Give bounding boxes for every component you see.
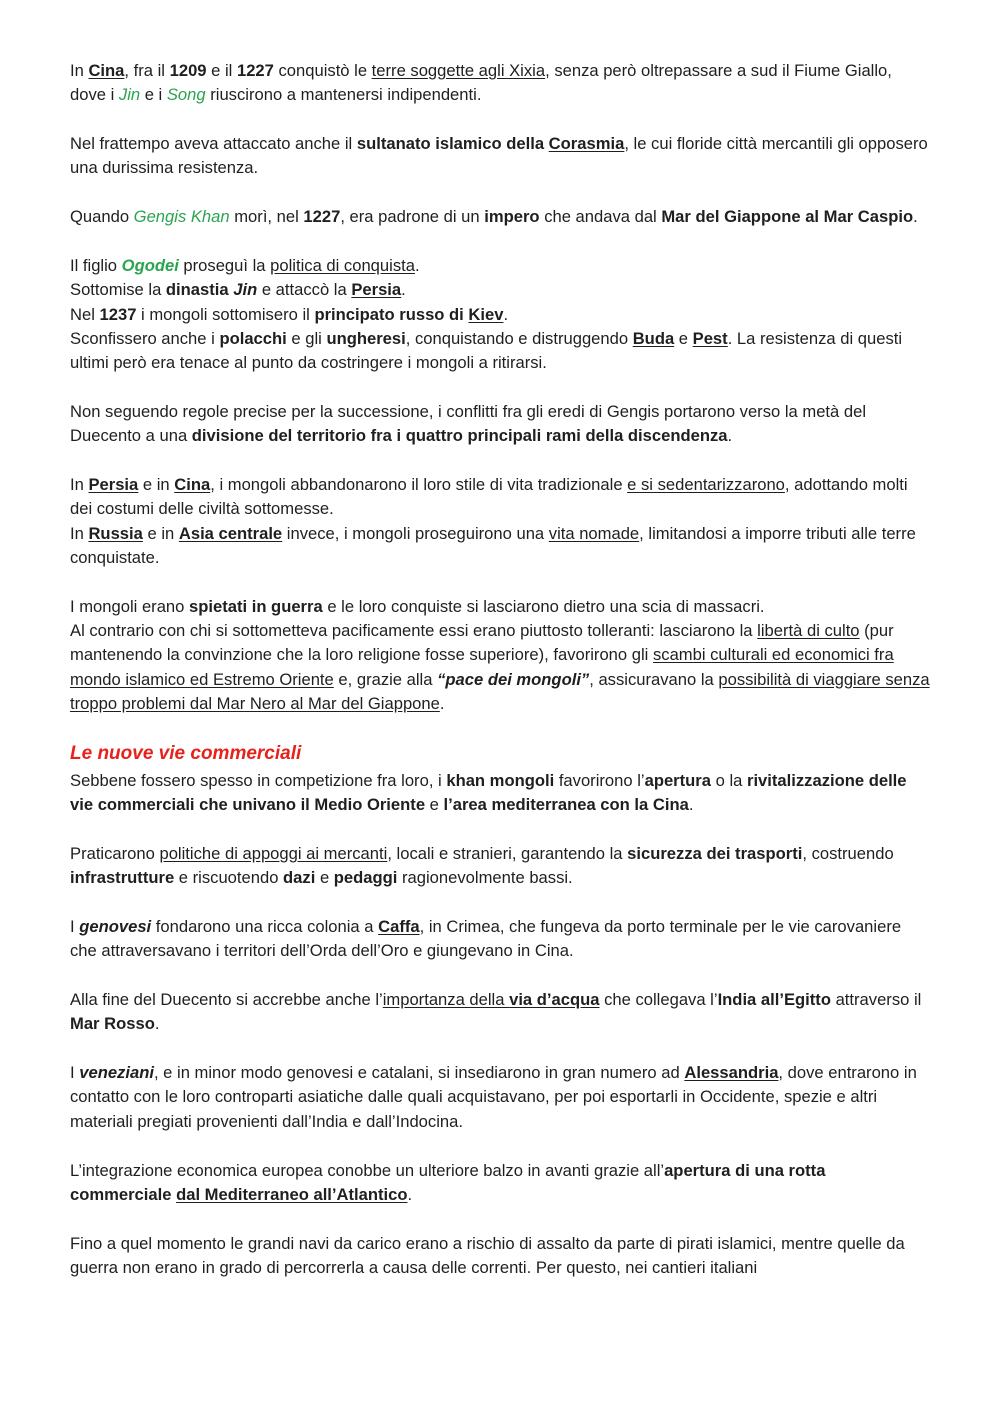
text: e in: [138, 475, 175, 495]
text: e in: [142, 523, 179, 543]
paragraph-veneziani: [70, 1061, 930, 1134]
underlined-phrase: scambi culturali ed economici fra mondo islamico ed Estremo Oriente: [70, 645, 894, 689]
text: e, grazie alla: [333, 669, 438, 689]
text: , senza però oltrepassare a sud il Fiume Giallo, dove i: [70, 61, 892, 105]
text: riuscirono a mantenersi indipendenti.: [205, 85, 482, 105]
text: e: [315, 868, 334, 888]
text: , dove entrarono in contatto con le loro controparti asiatiche dalle quali acquistavano, per poi esportarli in Occidente, spezie e altri materiali pregiati provenienti dall’India e dall’Indocina.: [70, 1063, 917, 1131]
bold-word: dazi: [283, 868, 316, 888]
underlined-phrase: politica di conquista: [270, 255, 415, 275]
place-cina: Cina: [88, 61, 125, 80]
bold-italic-word: genovesi: [79, 916, 152, 936]
name-jin: Jin: [233, 280, 258, 300]
text: ragionevolmente bassi.: [397, 868, 573, 888]
bold-word: impero: [484, 207, 540, 227]
bold-word: infrastrutture: [70, 868, 175, 888]
year: 1237: [99, 304, 137, 324]
paragraph-merchant-policies: [70, 842, 930, 891]
bold-phrase: principato russo di: [314, 304, 469, 324]
name-jin: Jin: [118, 85, 141, 105]
text: e il: [206, 61, 237, 80]
text: .: [727, 426, 733, 446]
text: Nel: [70, 304, 100, 324]
year: 1209: [169, 61, 207, 80]
text: .: [414, 255, 420, 275]
text: o la: [711, 770, 747, 790]
text: , e in minor modo genovesi e catalani, si insediarono in gran numero ad: [153, 1063, 685, 1083]
text: Non seguendo regole precise per la successione, i conflitti fra gli eredi di Gengis portarono verso la metà del Duecento a una: [70, 401, 867, 446]
bold-phrase: spietati in guerra: [189, 596, 323, 616]
text: Nel frattempo aveva attaccato anche il: [70, 134, 357, 154]
bold-phrase: apertura di una rotta commerciale: [70, 1160, 826, 1204]
bold-italic-word: veneziani: [79, 1063, 154, 1083]
text: Al contrario con chi si sottometteva pacificamente essi erano piuttosto tolleranti: lasciarono la: [70, 621, 758, 641]
underlined-phrase: importanza della: [382, 990, 510, 1010]
bold-underlined-phrase: via d’acqua: [509, 990, 600, 1010]
text: conquistò le: [273, 61, 372, 80]
section-heading: Le nuove vie commerciali: [70, 742, 302, 764]
underlined-phrase: libertà di culto: [757, 621, 860, 641]
text: fondarono una ricca colonia a: [151, 916, 379, 936]
underlined-phrase: e si sedentarizzarono: [627, 475, 785, 495]
text: Sottomise la: [70, 280, 166, 300]
bold-phrase: divisione del territorio fra i quattro principali rami della discendenza: [191, 426, 728, 446]
paragraph-ogodei: [70, 254, 930, 375]
paragraph-corasmia: [70, 132, 930, 181]
quoted-phrase: “pace dei mongoli”: [437, 669, 590, 689]
year: 1227: [236, 61, 274, 80]
text: e attaccò la: [257, 280, 352, 300]
bold-phrase: sultanato islamico della: [356, 134, 549, 154]
text: , costruendo: [802, 843, 894, 863]
text: , conquistando e distruggendo: [405, 328, 633, 348]
text: , era padrone di un: [340, 207, 485, 227]
place-alessandria: Alessandria: [684, 1063, 779, 1083]
text: .: [439, 693, 445, 713]
text: Sconfissero anche i: [70, 328, 220, 348]
text: Alla fine del Duecento si accrebbe anche l’: [70, 990, 383, 1010]
text: In: [70, 475, 89, 495]
text: e: [674, 328, 693, 348]
bold-phrase: rivitalizzazione delle vie: [70, 770, 907, 815]
text: .: [407, 1184, 413, 1204]
text: , locali e stranieri, garantendo la: [387, 843, 628, 863]
text: , assicuravano la: [589, 669, 719, 689]
text: Fino a quel momento le grandi navi da carico erano a rischio di assalto da parte di pirati islamici, mentre quelle da guerra non erano in grado di percorrerla a causa delle correnti. Per questo, nei cantieri italiani: [70, 1233, 905, 1277]
name-gengis-khan: Gengis Khan: [133, 207, 230, 227]
paragraph-cina-conquest: [70, 59, 930, 108]
bold-phrase: commerciali che univano il Medio Oriente: [97, 795, 426, 815]
text: I: [70, 916, 80, 936]
text: In: [70, 61, 89, 80]
text: e riscuotendo: [174, 868, 284, 888]
text: proseguì la: [178, 255, 271, 275]
text: che andava dal: [539, 207, 662, 227]
text: , in Crimea, che fungeva da porto terminale per le vie carovaniere che attraversavano i territori dell’Orda dell’Oro e giungevano in Cina.: [70, 916, 902, 961]
underlined-phrase: vita nomade: [548, 523, 640, 543]
bold-phrase: sicurezza dei trasporti: [627, 843, 803, 863]
bold-underlined-phrase: dal Mediterraneo all’Atlantico: [176, 1184, 408, 1204]
underlined-phrase: terre soggette agli Xixia: [371, 61, 546, 80]
text: attraverso il: [830, 990, 922, 1010]
text: favorirono l’: [554, 770, 645, 790]
place-buda: Buda: [632, 328, 675, 348]
text: , i mongoli abbandonarono il loro stile di vita tradizionale: [210, 475, 628, 495]
text: invece, i mongoli proseguirono una: [282, 523, 549, 543]
text: , fra il: [124, 61, 170, 80]
text: Sebbene fossero spesso in competizione fra loro, i: [70, 770, 447, 790]
text: I: [70, 1063, 80, 1083]
paragraph-lifestyles: [70, 473, 930, 570]
text: L’integrazione economica europea conobbe un ulteriore balzo in avanti grazie all’: [70, 1160, 665, 1180]
bold-word: ungheresi: [326, 328, 406, 348]
text: e i: [140, 85, 167, 105]
place-pest: Pest: [692, 328, 728, 348]
text: I mongoli erano: [70, 596, 189, 616]
text: .: [503, 304, 509, 324]
name-ogodei: Ogodei: [121, 255, 179, 275]
year: 1227: [303, 207, 341, 227]
text: i mongoli sottomisero il: [136, 304, 315, 324]
bold-phrase: Mar del Giappone al Mar Caspio: [661, 207, 914, 227]
text: , adottando molti dei costumi delle civiltà sottomesse.: [70, 475, 908, 519]
bold-phrase: khan mongoli: [446, 770, 555, 790]
text: , limitandosi a imporre tributi alle terre conquistate.: [70, 523, 916, 567]
underlined-phrase: politiche di appoggi ai mercanti: [159, 843, 388, 863]
paragraph-gengis-death: [70, 205, 930, 229]
bold-word: apertura: [644, 770, 711, 790]
place-caffa: Caffa: [378, 916, 420, 936]
text: .: [154, 1014, 160, 1034]
text: che collegava l’: [599, 990, 718, 1010]
text: , le cui floride città mercantili gli opposero una durissima resistenza.: [70, 134, 928, 178]
text: Quando: [70, 207, 134, 227]
place-cina: Cina: [174, 475, 211, 495]
paragraph-water-route: [70, 988, 930, 1037]
text: e gli: [286, 328, 327, 348]
place-corasmia: Corasmia: [548, 134, 625, 154]
bold-phrase: Mar Rosso: [70, 1014, 155, 1034]
name-song: Song: [166, 85, 206, 105]
text: Il figlio: [70, 255, 122, 275]
bold-word: dinastia: [165, 280, 234, 300]
text: e le loro conquiste si lasciarono dietro una scia di massacri.: [322, 596, 765, 616]
bold-phrase: l’area mediterranea con la Cina: [443, 795, 689, 815]
paragraph-trade-routes: [70, 769, 930, 818]
paragraph-war-and-tolerance: [70, 595, 930, 716]
paragraph-genovesi: [70, 915, 930, 964]
bold-word: pedaggi: [333, 868, 398, 888]
paragraph-succession: [70, 400, 930, 449]
text: e: [425, 795, 444, 815]
place-asia-centrale: Asia centrale: [178, 523, 283, 543]
text: .: [913, 207, 918, 227]
bold-phrase: India all’Egitto: [717, 990, 831, 1010]
text: In: [70, 523, 89, 543]
text: Praticarono: [70, 843, 160, 863]
underlined-phrase: possibilità di viaggiare senza troppo problemi dal Mar Nero al Mar del Giappone: [70, 669, 930, 713]
place-persia: Persia: [351, 280, 402, 300]
bold-word: polacchi: [219, 328, 287, 348]
paragraph-atlantic-route: [70, 1159, 930, 1208]
place-russia: Russia: [88, 523, 143, 543]
text: .: [401, 280, 406, 300]
paragraph-pirates: [70, 1232, 930, 1281]
place-kiev: Kiev: [468, 304, 504, 324]
text: . La resistenza di questi ultimi però era tenace al punto da costringere i mongoli a ritirarsi.: [70, 328, 903, 373]
text: .: [688, 795, 694, 815]
text: morì, nel: [229, 207, 304, 227]
place-persia: Persia: [88, 475, 139, 495]
text: (pur mantenendo la convinzione che la loro religione fosse superiore), favorirono gli: [70, 621, 894, 665]
